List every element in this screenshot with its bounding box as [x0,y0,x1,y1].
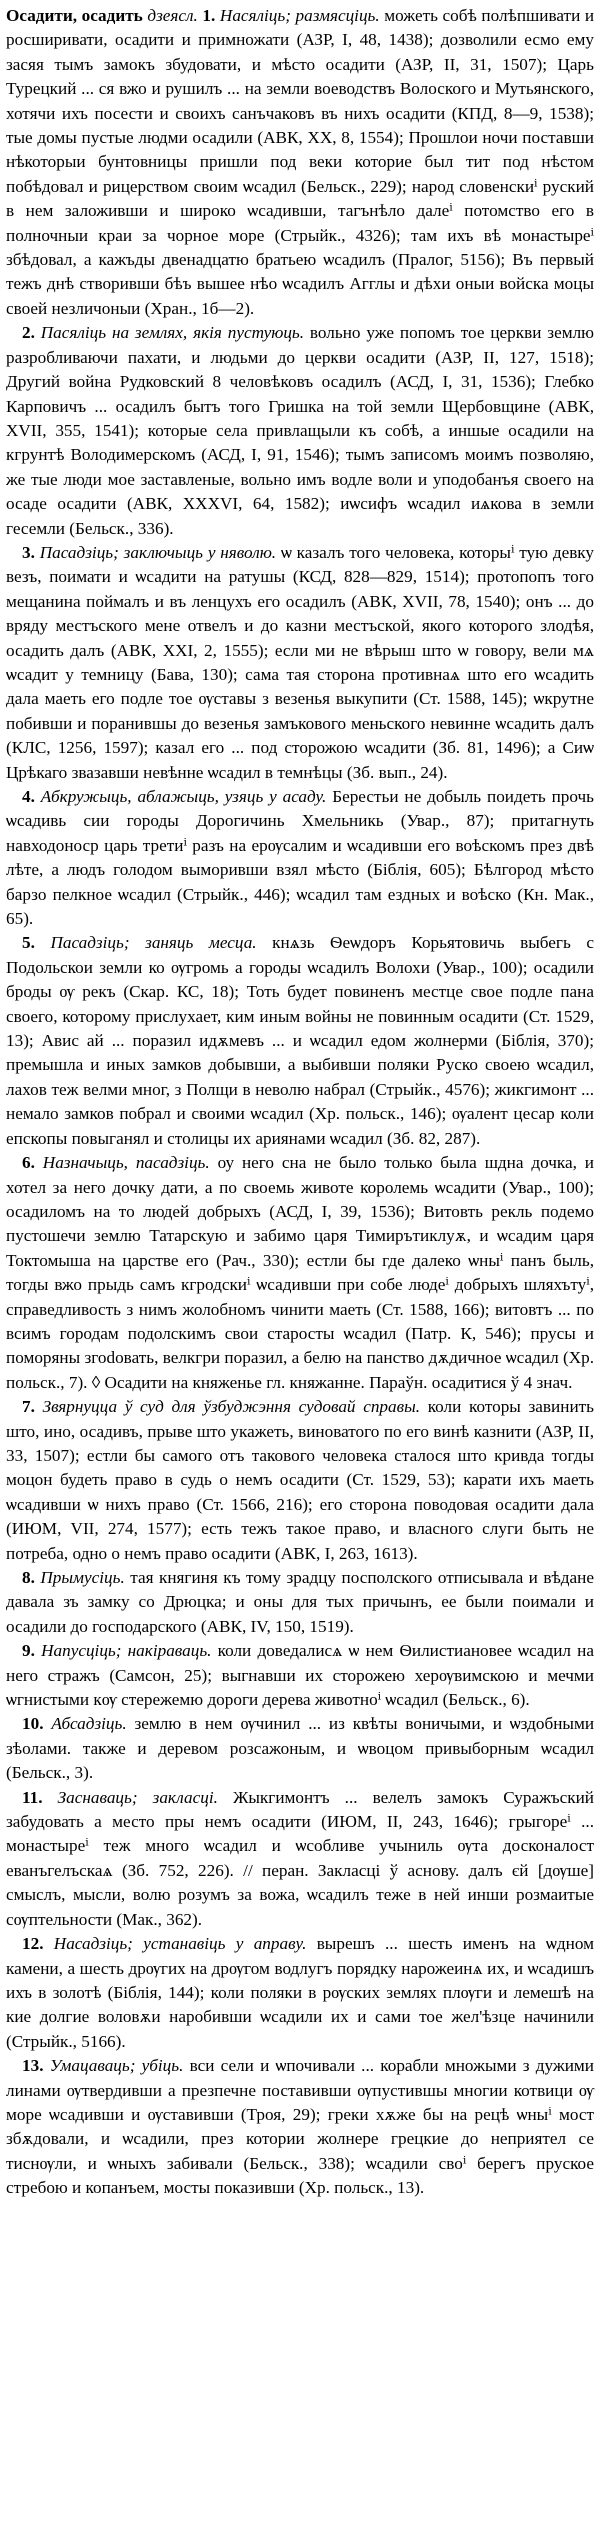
entry-part-of-speech: дзеясл. [147,6,198,25]
sense-gloss: Абсадзіць. [51,1714,127,1734]
entry-sense-8 [6,1566,594,1639]
sense-text: землю в нем ѹчинил ... из квѣты воничыми, и ѡздобными зѣолами. также и деревом розсажоным, и ѡвоцом привыборным ѡсадил (Бельск., 3). [6,1714,595,1783]
sense-gloss: Пасяліць на землях, якія пустуюць. [40,323,305,343]
entry-sense-4 [6,785,594,931]
entry-sense-7 [6,1395,594,1566]
sense-text: Берестьи не добыль поидеть прочь ѡсадивь сии городы Дорогичинь Хмельникь (Увар., 87); притагнуть навходоноср царь третиⁱ разъ на ерѹсалим и ѡсадивши его воѣскомъ през двѣ лѣте, а людъ голодом выморивши взял мѣсто (Біблія, 605); Бѣлгород мѣсто барзо пелкное ѡсадил (Стрыйк., 446); ѡсадил там ездных и воѣско (Кн. Мак., 65). [6,787,594,929]
sense-text: тая княгиня къ тому зрадцу посполского отписывала и вѣдане давала зъ замку со Дрюцка; и оны для тых причынъ, ее были поимали и осадили до господарского (АВК, IV, 150, 1519). [6,1568,595,1636]
sense-text: оу него сна не было только была шдна дочка, и хотел за него дочку дати, а по своемь животе королемь ѡсадити (Увар., 100); осадиломъ на то людей добрыхъ (АСД, I, 39, 1536); Витовть рекль подемо пустошечи землю Татарскую и забимо царя Тимирътиклуѫ, и ѡсадим царя Токтомыша на царстве его (Рач., 330); естли бы где далеко ѡныⁱ панъ быль, тогды вжо прыдь самъ кгродскиⁱ ѡсадивши при собе людеⁱ добрыхъ шляхътуⁱ, справедливость з нимъ жолобномъ чинити маеть (Ст. 1588, 166); витовтъ ... по всимъ городам подолскимъ свои старосты ѡсадил (Патр. К, 546); прусы и поморяны згоdовать, велкгри поразил, а белю на панство дѫдичное ѡсадил (Хр. польск., 7). ◊ Осадити на княженье гл. княжанне. Параўн. осадитися ў 4 знач. [6,1153,595,1392]
sense-number: 2. [22,323,35,343]
sense-gloss: Звярнуцца ў суд для ўзбуджэння судовай справы. [42,1397,421,1417]
sense-text: ѡ казалъ того человека, которыⁱ тую девку везъ, поимати и ѡсадити на ратушы (КСД, 828—829, 1514); протопопъ того мещанина поймалъ и въ ленцухъ его осадилъ (АВК, XVII, 78, 1540); онъ ... до вряду местъского мене отвелъ и до казни местъской, якого которого злодѣя, осадить далъ (АВК, XXI, 2, 1555); если ми не вѣрыш што ѡ говору, вели мѧ ѡсадит у темницу (Бава, 130); сама тая сторона противнаѧ што его ѡсадить дала маеть его подле тое ѹставы з везенья выкупити (Ст. 1588, 145); ѡкрутне побивши и поранившы до везенья замъкового меньского невинне ѡсадить далъ (КЛС, 1256, 1597); казал его ... под сторожою ѡсадити (Зб. 81, 1496); а Сиѡ Црѣкаго звазавши невѣнне ѡсадил в темнѣцы (Зб. вып., 24). [6,542,595,782]
sense-text: вси сели и ѡпочивали ... корабли множыми з дужими линами ѹтвердивши а презпечне поставивши ѹпустившы многии котвици ѹ море ѡсадивши и ѹставивши (Троя, 29); греки хѫже бы на рецѣ ѡныⁱ мост збѫдовали, и ѡсадили, през котории жолнере грецкие до неприятел се тиснѹли, и ѡныхъ забивали (Бельск., 338); ѡсадили своⁱ берегъ пруское стребою и копанъем, мосты показивши (Хр. польск., 13). [6,2056,594,2198]
sense-gloss: Назначыць, пасадзіць. [42,1153,210,1173]
entry-sense-3 [6,541,594,785]
sense-text: коли которы завинить што, ино, осадивъ, прыве што укажеть, виноватого по его винѣ казнити (АЗР, II, 33, 1507); естли бы самого отъ такового человека сталося што кривда тогды моцон будеть право в судь о немъ осадити (Ст. 1529, 53); карати ихъ маеть ѡсадивши ѡ нихъ право (Ст. 1566, 216); его сторона поводовая осадити дала (ИЮМ, VII, 274, 1577); есть тежъ такое право, и власного слуги быть не потреба, одно о немъ право осадити (АВК, I, 263, 1613). [6,1397,594,1563]
sense-number: 7. [22,1397,35,1417]
entry-headword: Осадити, осадить [6,6,143,25]
sense-text: коли доведалисѧ ѡ нем Ѳилистиановее ѡсадил на него стражъ (Самсон, 25); выгнавши их сторожею херѹвимскою и мечми ѡгнистыми кѹ стережемю дороги дерева животноⁱ ѡсадил (Бельск., 6). [6,1641,594,1710]
sense-gloss: Абкружыць, аблажыць, узяць у асаду. [40,787,327,806]
sense-number: 6. [22,1153,35,1173]
entry-sense-9 [6,1639,594,1712]
sense-gloss: Пасадзіць; заключыць у няволю. [39,542,277,562]
entry-sense-13 [6,2054,594,2200]
sense-number: 1. [202,6,216,25]
sense-gloss: Умацаваць; убіць. [49,2056,184,2076]
sense-text: вольно уже попомъ тое церкви землю разробливаючи пахати, и людьми до церкви осадити (АЗР, II, 127, 1518); Другий война Рудковский 8 человѣковъ осадилъ (АСД, I, 31, 1536); Глебко Карповичъ ... осадилъ бытъ того Гришка на той земли Щербовщине (АВК, XVII, 355, 1541); которые села привлащыли къ собѣ, а иншые осадили на кгрунтѣ Володимерскомъ (АСД, I, 91, 1546); тымъ записомъ моимъ позволяю, же тые люди мое заставленые, вольно имъ водле воли и уподобанъя своего на осаде осадити (АВК, XXXVI, 64, 1582); иѡсифъ ѡсадил иѧкова в земли гесемли (Бельск., 336). [6,323,595,538]
sense-text: Жыкгимонтъ ... велелъ замокъ Суражъский забудовать а место пры немъ осадити (ИЮМ, II, 243, 1646); грыгореⁱ ... монастыреⁱ теж много ѡсадил и ѡсобливе учыниль ѹта досконалост еванъгелъскаѧ (Зб. 752, 226). // перан. Закласці ў аснову. далъ єй [дѹше] смыслъ, мысли, волю розумъ за вожа, ѡсадилъ теже в ней инши розмаитые сѹптельности (Мак., 362). [6,1787,594,1929]
sense-gloss: Напусціць; накіраваць. [41,1641,212,1661]
sense-number: 11. [22,1787,43,1807]
sense-number: 8. [22,1568,35,1587]
entry-sense-10 [6,1712,594,1785]
sense-gloss: Прымусіць. [40,1568,125,1587]
sense-gloss: Пасадзіць; заняць месца. [50,933,257,953]
sense-text: вырешъ ... шесть именъ на ѡдном камени, а шесть дрѹгих на дрѹгом водлугъ порядку нарожеинѧ их, и ѡсадишъ ихъ в золотѣ (Біблія, 144); коли поляки в рѹских землях плѹги и лемешѣ на кие долгие воловѫи наробивши ѡсадили их и сами тое жел'ѣзце начинили (Стрыйк., 5166). [6,1934,594,2051]
entry-sense-1 [6,4,594,321]
sense-number: 9. [22,1641,35,1661]
sense-gloss: Насадзіць; устанавіць у аправу. [53,1934,307,1954]
sense-gloss: Насяліць; размясціць. [219,6,380,25]
entry-sense-6 [6,1151,594,1395]
sense-text: можеть собѣ полѣпшивати и росширивати, осадити и примножати (АЗР, I, 48, 1438); дозволили есмо ему засяя тымъ замокъ збудовати, и мѣсто осадити (АЗР, II, 31, 1507); Царь Турецкий ... ся вжо и рушилъ ... на земли воеводствъ Волоского и Мутьянского, хотячи ихъ посести и своихъ санъчаковъ въ нихъ осадити (КПД, 8—9, 1538); тые домы пустые людми осадили (АВК, XX, 8, 1554); Прошлои ночи поставши нѣкоторыи бунтовницы пришли под веки которие был тит под нѣстом побѣдовал и рицерством своим ѡсадил (Бельск., 229); народ словенскиⁱ руский в нем заложивши и широко ѡсадивши, тагънѣло далеⁱ потомство его в полночныи краи за чорное море (Стрыйк., 4326); там ихъ вѣ монастыреⁱ збѣдовал, а кажъды двенадцатю братьею ѡсадилъ (Пралог, 5156); Въ первый тежъ днѣ створивши бѣъ вышее нѣо ѡсадилъ Агглы и дѣхи оныи войска моцы своей незличоныи (Хран., 1б—2). [6,6,595,318]
entry-sense-11 [6,1786,594,1932]
entry-sense-5 [6,931,594,1151]
sense-number: 4. [22,787,35,806]
sense-number: 5. [22,933,35,953]
sense-number: 10. [22,1714,44,1734]
sense-gloss: Заснаваць; закласці. [57,1787,218,1807]
entry-sense-12 [6,1932,594,2054]
entry-sense-2 [6,321,594,541]
sense-text: кнѧзь Ѳеѡдоръ Корьятовичь выбегь с Подольскои земли ко ѹгромь а городы ѡсадилъ Волохи (Увар., 100); осадили броды ѹ рекъ (Скар. КС, 18); Тоть будет повиненъ местце свое подле пана своего, которому прислухает, ким иным войны не повинным осадити (Ст. 1529, 13); Авис ай ... поразил идѫмевъ ... и ѡсадил едом жолнерми (Біблія, 370); премышла и иных замков добывши, а выбивши поляки Руско своею ѡсадил, лахов теж велми мног, з Полщи в неволю набрал (Стрыйк., 4576); жикгимонт ... немало замков побрал и своими ѡсадил (Хр. польск., 146); ѹалент цесар коли епскопы повыганял и столицы их ариянами ѡсадил (Зб. 82, 287). [6,933,594,1148]
sense-number: 3. [22,542,35,562]
sense-number: 13. [22,2056,44,2076]
sense-number: 12. [22,1934,44,1954]
